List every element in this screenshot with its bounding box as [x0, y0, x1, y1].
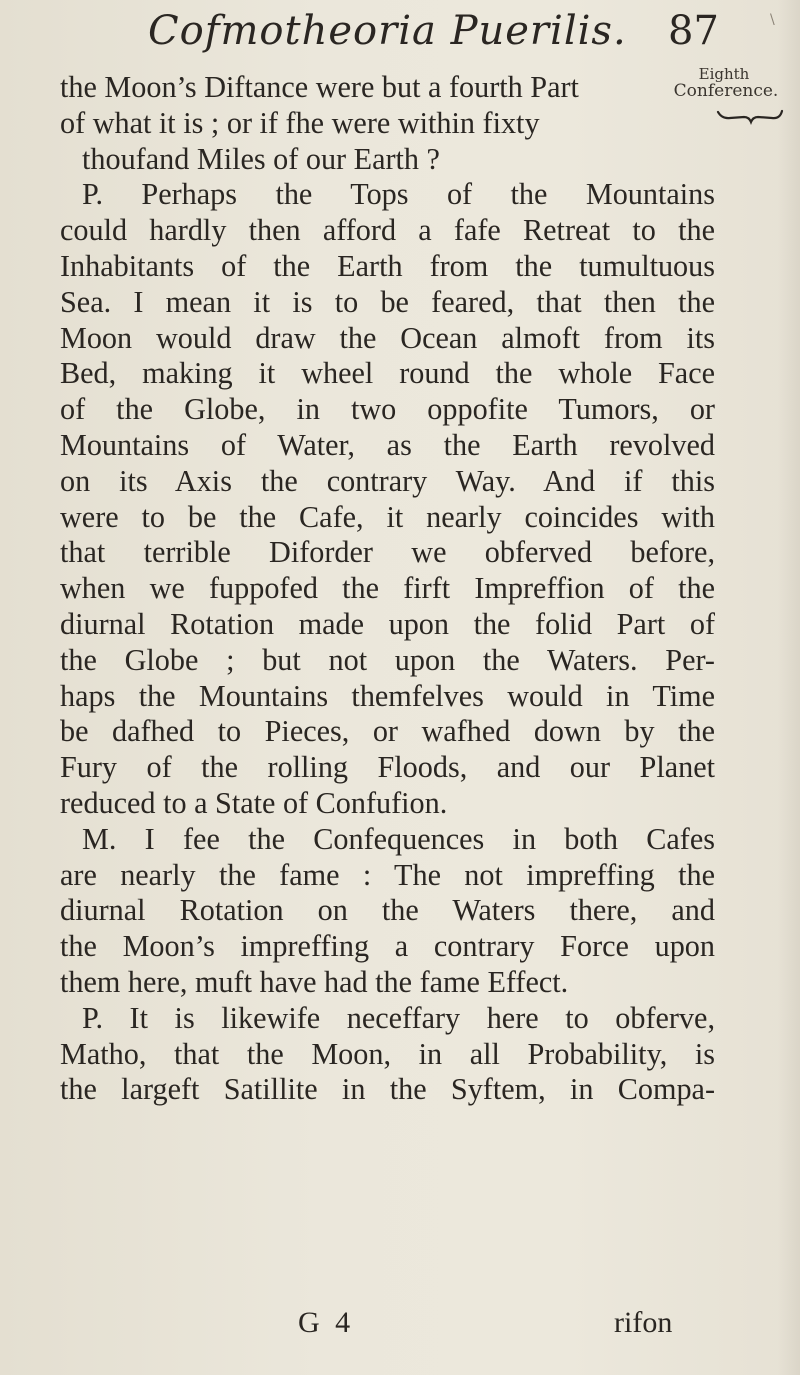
text-line-19: be dafhed to Pieces, or wafhed down by the: [60, 714, 715, 749]
text-line-21: reduced to a State of Confufion.: [60, 785, 448, 820]
page-edge-shadow: [778, 0, 800, 1375]
margin-brace-icon: [716, 106, 784, 126]
text-line-8: Moon would draw the Ocean almoft from its: [60, 320, 715, 355]
text-line-20: Fury of the rolling Floods, and our Planet: [60, 750, 715, 785]
catchword: rifon: [614, 1306, 673, 1339]
text-line-25: the Moon’s impreffing a contrary Force upon: [60, 929, 715, 964]
text-line-1: the Moon’s Diftance were but a fourth Part: [60, 70, 579, 104]
text-line-7: Sea. I mean it is to be feared, that then the: [60, 284, 715, 319]
running-title: Cofmotheoria Puerilis.: [148, 8, 627, 54]
text-line-13: were to be the Cafe, it nearly coincides with: [60, 499, 715, 534]
text-line-3: thoufand Miles of our Earth ?: [82, 141, 440, 176]
text-line-9: Bed, making it wheel round the whole Face: [60, 356, 715, 391]
page-number: 87: [668, 8, 719, 54]
text-line-16: diurnal Rotation made upon the folid Part of: [60, 606, 715, 641]
text-line-24: diurnal Rotation on the Waters there, and: [60, 893, 715, 928]
body-text: [60, 70, 715, 1108]
running-head: [0, 8, 800, 68]
signature-mark: G 4: [298, 1306, 355, 1339]
text-line-2: of what it is ; or if fhe were within fixty: [60, 105, 540, 140]
text-line-29: the largeft Satillite in the Syftem, in Compa-: [60, 1072, 715, 1107]
text-line-17: the Globe ; but not upon the Waters. Per-: [60, 642, 715, 677]
text-line-15: when we fuppofed the firft Impreffion of the: [60, 571, 715, 606]
text-line-28: Matho, that the Moon, in all Probability, is: [60, 1036, 715, 1071]
corner-tick-mark: \: [770, 12, 775, 28]
margin-note-line-1: Eighth: [698, 65, 750, 83]
text-line-14: that terrible Diforder we obferved before,: [60, 535, 715, 570]
text-line-6: Inhabitants of the Earth from the tumultuous: [60, 248, 715, 283]
text-line-11: Mountains of Water, as the Earth revolved: [60, 427, 715, 462]
text-line-27: P. It is likewife neceffary here to obferve,: [82, 1000, 715, 1035]
text-line-26: them here, muft have had the fame Effect.: [60, 964, 569, 999]
margin-note-line-2: Conference.: [673, 81, 779, 101]
page-footer: [0, 1306, 800, 1342]
text-line-4: P. Perhaps the Tops of the Mountains: [82, 177, 715, 212]
text-line-23: are nearly the fame : The not impreffing the: [60, 857, 715, 892]
text-line-18: haps the Mountains themfelves would in Time: [60, 678, 715, 713]
text-line-12: on its Axis the contrary Way. And if this: [60, 463, 715, 498]
text-line-5: could hardly then afford a fafe Retreat to the: [60, 213, 715, 248]
text-line-10: of the Globe, in two oppofite Tumors, or: [60, 392, 715, 427]
text-line-22: M. I fee the Confequences in both Cafes: [82, 821, 715, 856]
